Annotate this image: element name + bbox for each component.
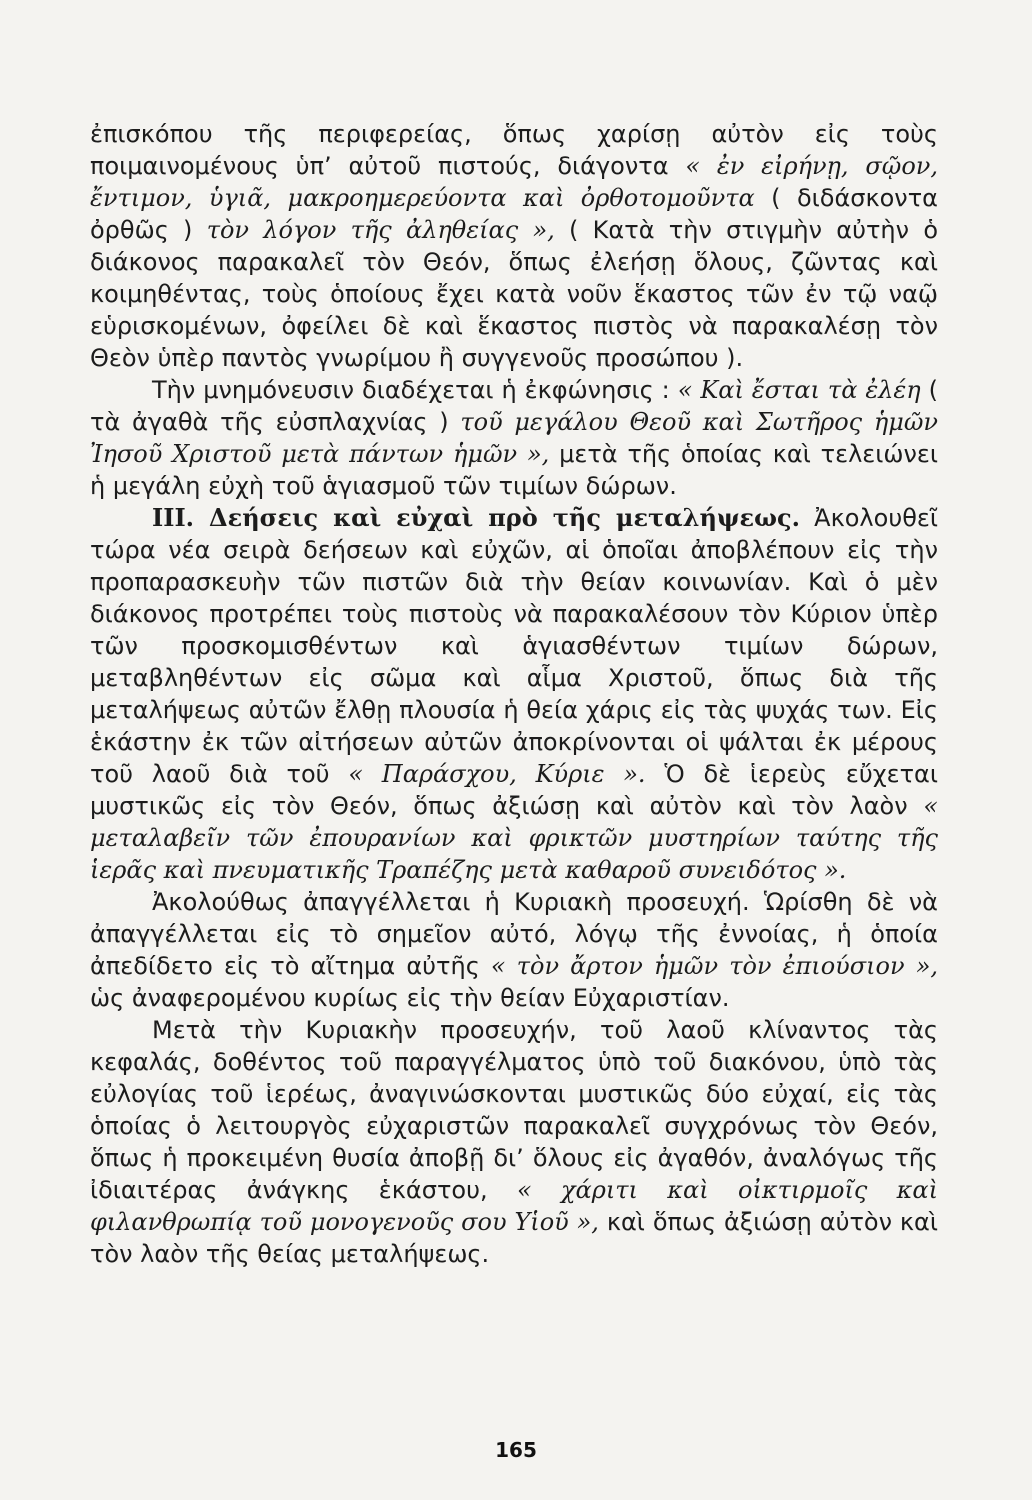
paragraph-4 xyxy=(90,886,938,1014)
paragraph-5 xyxy=(90,1014,938,1270)
paragraph-1 xyxy=(90,118,938,374)
liturgical-quote: « Καὶ ἔσται τὰ ἐλέη xyxy=(677,376,921,404)
text-run: μετὰ τῆς ὁποίας καὶ τελειώνει ἡ μεγάλη εὐχὴ τοῦ ἁγιασμοῦ τῶν τιμίων δώρων. xyxy=(90,440,939,500)
liturgical-quote: « τὸν ἄρτον ἡμῶν τὸν ἐπιούσιον », xyxy=(490,952,939,980)
liturgical-quote: τοῦ μεγάλου Θεοῦ καὶ Σωτῆρος ἡμῶν Ἰησοῦ Χριστοῦ μετὰ πάντων ἡμῶν », xyxy=(90,408,938,468)
text-run: ( τὰ ἀγαθὰ τῆς εὐσπλαχνίας ) xyxy=(90,376,939,436)
text-run: ὡς ἀναφερομένου κυρίως εἰς τὴν θείαν Εὐχαριστίαν. xyxy=(90,984,730,1012)
text-run: Ἀκολούθως ἀπαγγέλλεται ἡ Κυριακὴ προσευχή. Ὡρίσθη δὲ νὰ ἀπαγγέλλεται εἰς τὸ σημεῖον αὐτό, λόγῳ τῆς ἐννοίας, ἡ ὁποία ἀπεδίδετο εἰς τὸ αἴτημα αὐτῆς xyxy=(90,888,938,980)
page-number: 165 xyxy=(495,1438,537,1462)
text-run: Μετὰ τὴν Κυριακὴν προσευχήν, τοῦ λαοῦ κλίναντος τὰς κεφαλάς, δοθέντος τοῦ παραγγέλματος ὑπὸ τοῦ διακόνου, ὑπὸ τὰς εὐλογίας τοῦ ἱερέως, ἀναγινώσκονται μυστικῶς δύο εὐχαί, εἰς τὰς ὁποίας ὁ λειτουργὸς εὐχαριστῶν παρακαλεῖ συγχρόνως τὸν Θεόν, ὅπως ἡ προκειμένη θυσία ἀποβῇ δι’ ὅλους εἰς ἀγαθόν, ἀναλόγως τῆς ἰδιαιτέρας ἀνάγκης ἑκάστου, xyxy=(90,1016,938,1204)
paragraph-3 xyxy=(90,502,938,886)
text-run: ( Κατὰ τὴν στιγμὴν αὐτὴν ὁ διάκονος παρακαλεῖ τὸν Θεόν, ὅπως ἐλεήσῃ ὅλους, ζῶντας καὶ κοιμηθέντας, τοὺς ὁποίους ἔχει κατὰ νοῦν ἕκαστος τῶν ἐν τῷ ναῷ εὑρισκομένων, ὀφείλει δὲ καὶ ἕκαστος πιστὸς νὰ παρακαλέσῃ τὸν Θεὸν ὑπὲρ παντὸς γνωρίμου ἢ συγγενοῦς προσώπου ). xyxy=(90,216,939,372)
text-run: Ὁ δὲ ἱερεὺς εὔχεται μυστικῶς εἰς τὸν Θεόν, ὅπως ἀξιώσῃ καὶ αὐτὸν καὶ τὸν λαὸν xyxy=(90,760,938,820)
body-text xyxy=(90,118,938,1270)
text-run: Τὴν μνημόνευσιν διαδέχεται ἡ ἐκφώνησις : xyxy=(152,376,678,404)
liturgical-quote: « ἐν εἰρήνῃ, σῷον, ἔντιμον, ὑγιᾶ, μακροημερεύοντα καὶ ὀρθοτομοῦντα xyxy=(90,152,938,212)
liturgical-quote: « Παράσχου, Κύριε ». xyxy=(348,760,646,788)
liturgical-quote: « χάριτι καὶ οἰκτιρμοῖς καὶ φιλανθρωπίᾳ τοῦ μονογενοῦς σου Υἱοῦ », xyxy=(90,1176,938,1236)
text-run: Ἀκολουθεῖ τώρα νέα σειρὰ δεήσεων καὶ εὐχῶν, αἱ ὁποῖαι ἀποβλέπουν εἰς τὴν προπαρασκευὴν τῶν πιστῶν διὰ τὴν θείαν κοινωνίαν. Καὶ ὁ μὲν διάκονος προτρέπει τοὺς πιστοὺς νὰ παρακαλέσουν τὸν Κύριον ὑπὲρ τῶν προσκομισθέντων καὶ ἁγιασθέντων τιμίων δώρων, μεταβληθέντων εἰς σῶμα καὶ αἷμα Χριστοῦ, ὅπως διὰ τῆς μεταλήψεως αὐτῶν ἔλθῃ πλουσία ἡ θεία χάρις εἰς τὰς ψυχάς των. Εἰς ἑκάστην ἐκ τῶν αἰτήσεων αὐτῶν ἀποκρίνονται οἱ ψάλται ἐκ μέρους τοῦ λαοῦ διὰ τοῦ xyxy=(90,504,938,788)
text-run: καὶ ὅπως ἀξιώσῃ αὐτὸν καὶ τὸν λαὸν τῆς θείας μεταλήψεως. xyxy=(90,1208,938,1268)
liturgical-quote: τὸν λόγον τῆς ἀληθείας », xyxy=(206,216,555,244)
paragraph-2 xyxy=(90,374,938,502)
text-run: ( διδάσκοντα ὀρθῶς ) xyxy=(90,184,938,244)
text-run: ἐπισκόπου τῆς περιφερείας, ὅπως χαρίσῃ αὐτὸν εἰς τοὺς ποιμαινομένους ὑπ’ αὐτοῦ πιστούς, διάγοντα xyxy=(90,120,938,180)
liturgical-quote: « μεταλαβεῖν τῶν ἐπουρανίων καὶ φρικτῶν μυστηρίων ταύτης τῆς ἱερᾶς καὶ πνευματικῆς Τραπέζης μετὰ καθαροῦ συνειδότος ». xyxy=(90,792,938,884)
section-heading: ΙΙΙ. Δεήσεις καὶ εὐχαὶ πρὸ τῆς μεταλήψεως. xyxy=(152,503,800,532)
